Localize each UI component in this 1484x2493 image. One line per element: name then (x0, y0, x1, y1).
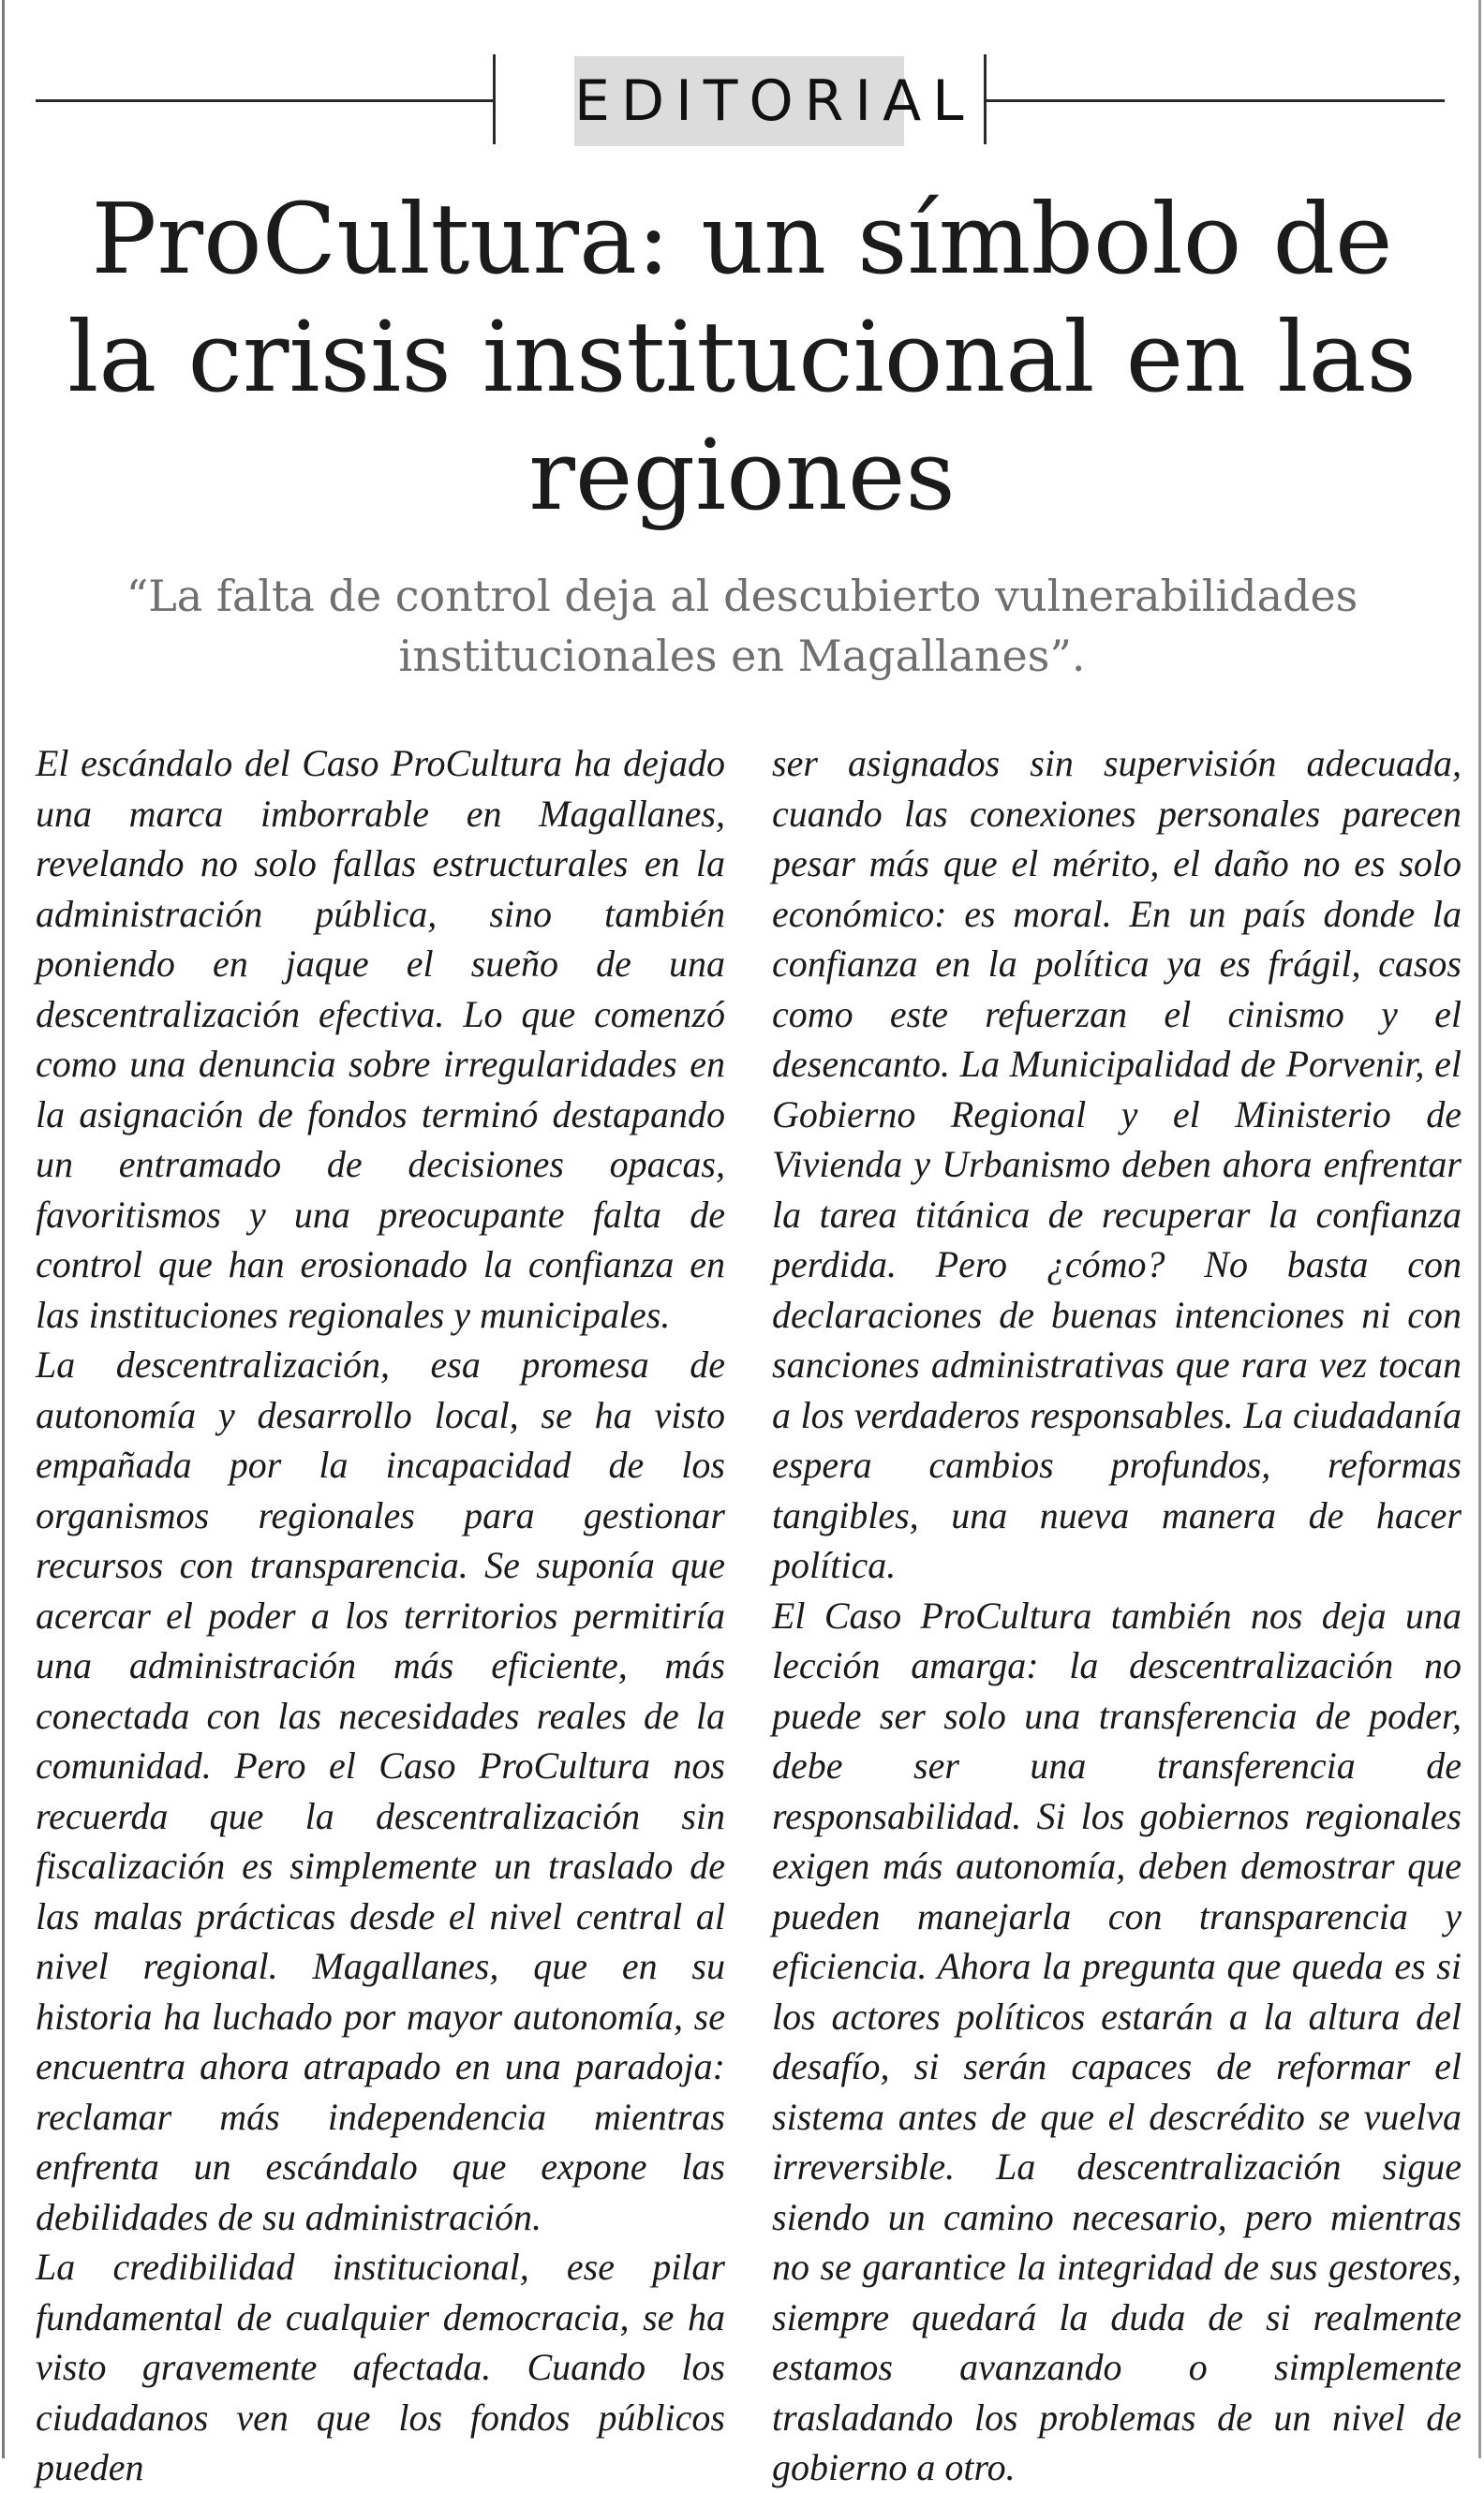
page-right-border (1478, 0, 1481, 2458)
body-paragraph: El Caso ProCultura también nos deja una lección amarga: la descentralización no puede ser solo una transferencia de poder, debe ser una transferencia de responsabilidad. Si los gobiernos regionales exigen más autonomía, deben demostrar que pueden manejarla con transparencia y eficiencia. Ahora la pregunta que queda es si los actores políticos estarán a la altura del desafío, si serán capaces de reformar el sistema antes de que el descrédito se vuelva irreversible. La descentralización sigue siendo un camino necesario, pero mientras no se garantice la integridad de sus gestores, siempre quedará la duda de si realmente estamos avanzando o simplemente trasladando los problemas de un nivel de gobierno a otro. (772, 1594, 1462, 2488)
header-rule-left-tick (493, 54, 496, 144)
body-column-right (772, 738, 1462, 2493)
body-paragraph: La credibilidad institucional, ese pilar fundamental de cualquier democracia, se ha visto gravemente afectada. Cuando los ciudadanos ven que los fondos públicos pueden (36, 2246, 725, 2488)
deck-quote: “La falta de control deja al descubierto vulnerabilidades institucionales en Magallanes”. (126, 571, 1358, 681)
page-left-border (2, 0, 5, 2458)
section-label: EDITORIAL (574, 56, 904, 146)
body-column-left (36, 738, 725, 2493)
headline: ProCultura: un símbolo de la crisis institucional en las regiones (67, 182, 1417, 532)
header-rule-left (36, 99, 495, 102)
body-paragraph: La descentralización, esa promesa de autonomía y desarrollo local, se ha visto empañada por la incapacidad de los organismos regionales para gestionar recursos con transparencia. Se suponía que acercar el poder a los territorios permitiría una administración más eficiente, más conectada con las necesidades reales de la comunidad. Pero el Caso ProCultura nos recuerda que la descentralización sin fiscalización es simplemente un traslado de las malas prácticas desde el nivel central al nivel regional. Magallanes, que en su historia ha luchado por mayor autonomía, se encuentra ahora atrapado en una paradoja: reclamar más independencia mientras enfrenta un escándalo que expone las debilidades de su administración. (36, 1343, 725, 2238)
body-paragraph: El escándalo del Caso ProCultura ha dejado una marca imborrable en Magallanes, revelando no solo fallas estructurales en la administración pública, sino también poniendo en jaque el sueño de una descentralización efectiva. Lo que comenzó como una denuncia sobre irregularidades en la asignación de fondos terminó destapando un entramado de decisiones opacas, favoritismos y una preocupante falta de control que han erosionado la confianza en las instituciones regionales y municipales. (36, 742, 725, 1336)
body-paragraph: ser asignados sin supervisión adecuada, cuando las conexiones personales parecen pesar más que el mérito, el daño no es solo económico: es moral. En un país donde la confianza en la política ya es frágil, casos como este refuerzan el cinismo y el desencanto. La Municipalidad de Porvenir, el Gobierno Regional y el Ministerio de Vivienda y Urbanismo deben ahora enfrentar la tarea titánica de recuperar la confianza perdida. Pero ¿cómo? No basta con declaraciones de buenas intenciones ni con sanciones administrativas que rara vez tocan a los verdaderos responsables. La ciudadanía espera cambios profundos, reformas tangibles, una nueva manera de hacer política. (772, 742, 1462, 1586)
header-rule-right (986, 99, 1445, 102)
